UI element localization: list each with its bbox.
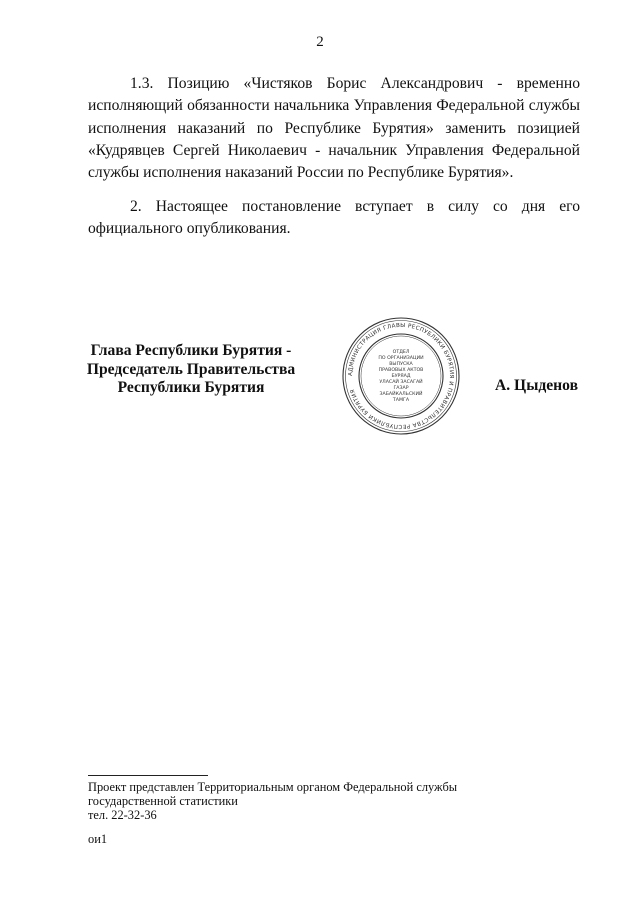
- footnote-line: тел. 22-32-36: [88, 808, 157, 823]
- official-seal-stamp: [341, 316, 461, 436]
- page-number: 2: [316, 34, 324, 50]
- signatory-title-line: Республики Бурятия: [117, 379, 265, 396]
- seal-inner-line: ГАЗАР: [393, 386, 409, 391]
- signatory-title-line: Глава Республики Бурятия -: [90, 342, 292, 359]
- paragraph-1-3: 1.3. Позицию «Чистяков Борис Александрович - временно исполняющий обязанности начальника Управления Федеральной службы исполнения наказаний по Республике Бурятия» заменить позицией «Кудрявцев Сергей Николаевич - начальник Управления Федеральной службы исполнения наказаний России по Республике Бурятия».: [88, 75, 580, 182]
- seal-inner-line: ВЫПУСКА: [389, 362, 413, 367]
- document-code: ои1: [88, 832, 108, 846]
- footnote-line: государственной статистики: [88, 794, 238, 809]
- seal-outer-text: АДМИНИСТРАЦИЯ ГЛАВЫ РЕСПУБЛИКИ БУРЯТИЯ И ПРАВИТЕЛЬСТВА РЕСПУБЛИКИ БУРЯТИЯ: [347, 322, 455, 430]
- seal-inner-line: ОТДЕЛ: [392, 350, 410, 355]
- seal-inner-line: ЗАБАЙКАЛЬСКИЙ: [379, 392, 423, 397]
- seal-inner-line: ПРАВОВЫХ АКТОВ: [378, 368, 424, 373]
- seal-inner-line: ТАМГА: [392, 398, 410, 403]
- signatory-title: [60, 342, 322, 398]
- signatory-name: А. Цыденов: [495, 377, 578, 394]
- seal-inner-line: ПО ОРГАНИЗАЦИИ: [378, 356, 424, 361]
- paragraph-2: 2. Настоящее постановление вступает в силу со дня его официального опубликования.: [88, 198, 580, 238]
- footnote-line: Проект представлен Территориальным органом Федеральной службы: [88, 780, 458, 794]
- seal-inner-line: БУРЯАД: [391, 374, 411, 379]
- seal-inner-line: УЛАСАЙ ЗАСАГАЙ: [379, 380, 423, 385]
- footnote-divider: [88, 775, 208, 776]
- footnote: [88, 780, 508, 823]
- signatory-title-line: Председатель Правительства: [86, 360, 296, 378]
